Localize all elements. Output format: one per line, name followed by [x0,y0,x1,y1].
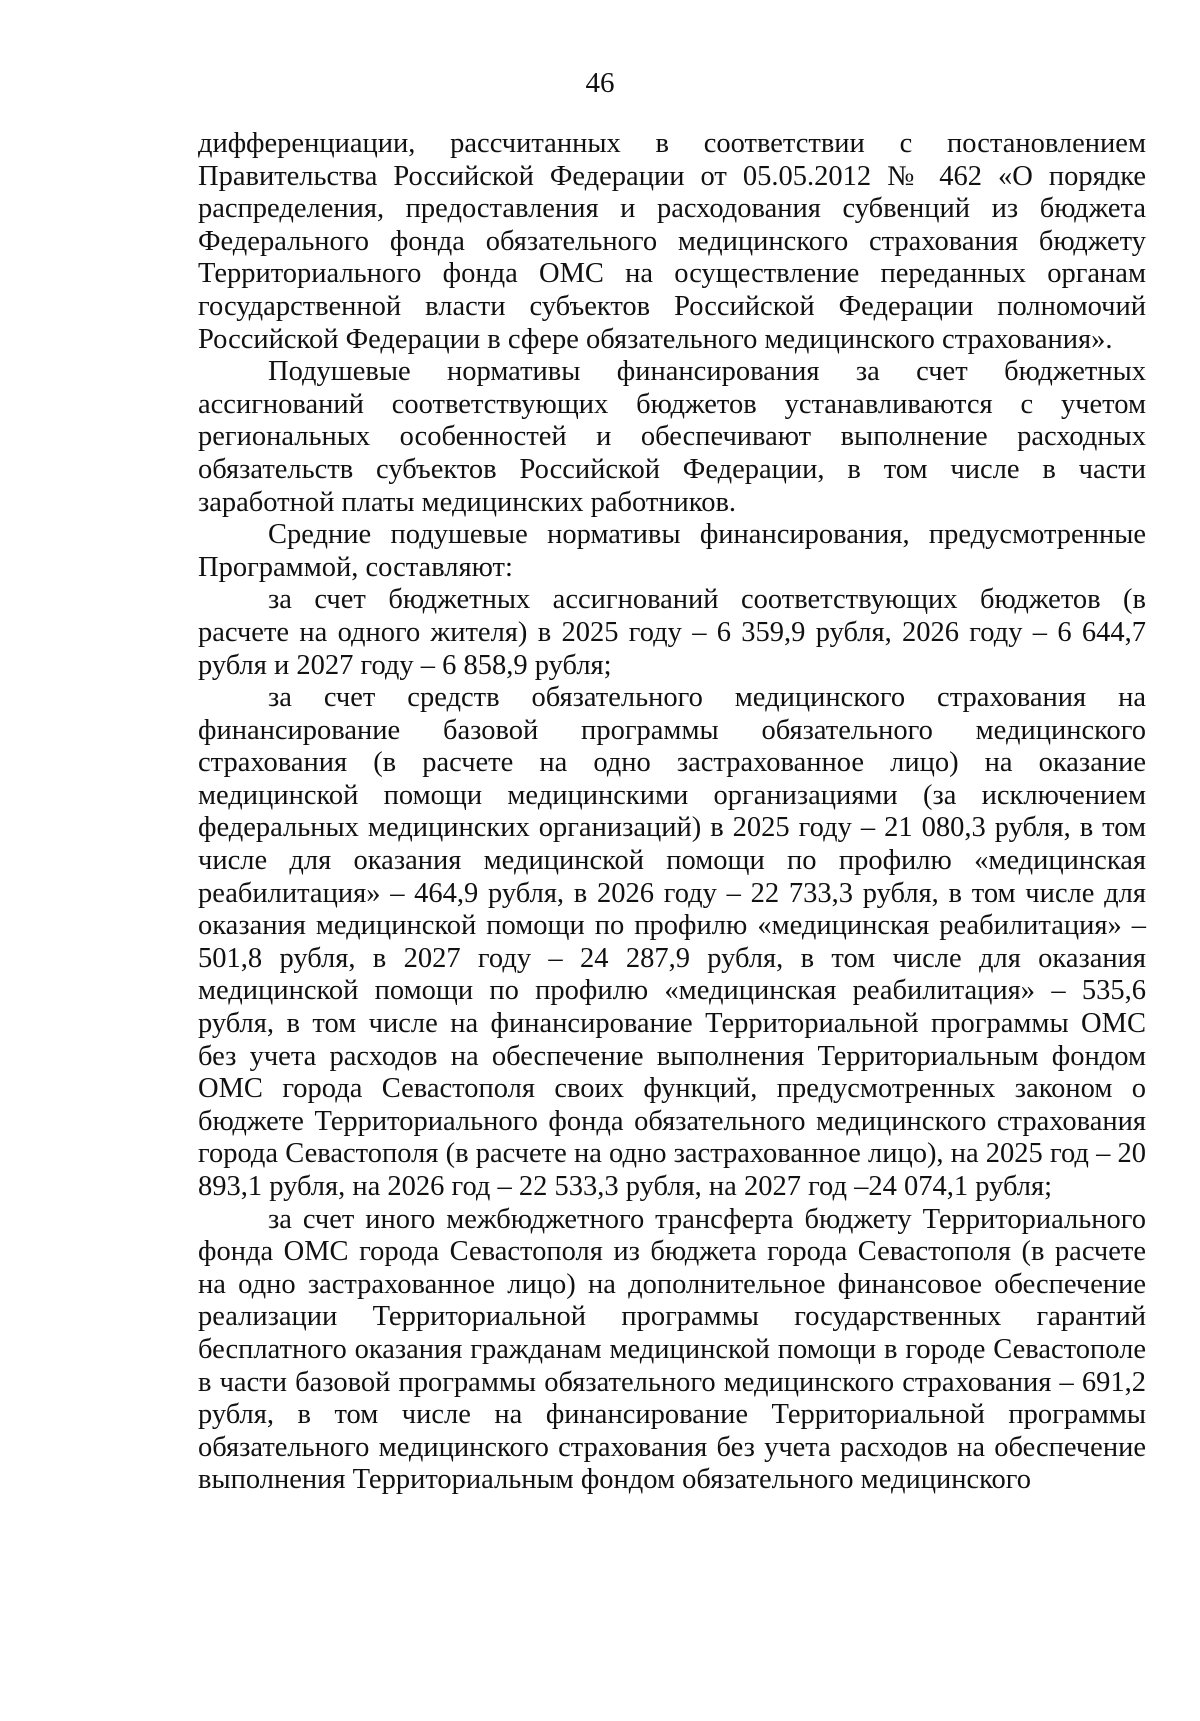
paragraph-oms-funds: за счет средств обязательного медицинского страхования на финансирование базовой программы обязательного медицинского страхования (в расчете на одно застрахованное лицо) на оказание медицинской помощи медицинскими организациями (за исключением федеральных медицинских организаций) в 2025 году – 21 080,3 рубля, в том числе для оказания медицинской помощи по профилю «медицинская реабилитация» – 464,9 рубля, в 2026 году – 22 733,3 рубля, в том числе для оказания медицинской помощи по профилю «медицинская реабилитация» – 501,8 рубля, в 2027 году – 24 287,9 рубля, в том числе для оказания медицинской помощи по профилю «медицинская реабилитация» – 535,6 рубля, в том числе на финансирование Территориальной программы ОМС без учета расходов на обеспечение выполнения Территориальным фондом ОМС города Севастополя своих функций, предусмотренных законом о бюджете Территориального фонда обязательного медицинского страхования города Севастополя (в расчете на одно застрахованное лицо), на 2025 год – 20 893,1 рубля, на 2026 год – 22 533,3 рубля, на 2027 год –24 074,1 рубля; [198,682,1146,1202]
paragraph-average-standards-intro: Средние подушевые нормативы финансирования, предусмотренные Программой, составляют: [198,519,1146,583]
page-number: 46 [585,67,615,99]
paragraph-differentiation-continuation: дифференциации, рассчитанных в соответствии с постановлением Правительства Российской Федерации от 05.05.2012 № 462 «О порядке распределения, предоставления и расходования субвенций из бюджета Федерального фонда обязательного медицинского страхования бюджету Территориального фонда ОМС на осуществление переданных органам государственной власти субъектов Российской Федерации полномочий Российской Федерации в сфере обязательного медицинского страхования». [198,128,1146,355]
document-body [198,128,1146,1497]
paragraph-budget-allocations: за счет бюджетных ассигнований соответствующих бюджетов (в расчете на одного жителя) в 2025 году – 6 359,9 рубля, 2026 году – 6 644,7 рубля и 2027 году – 6 858,9 рубля; [198,584,1146,681]
paragraph-interbudget-transfer: за счет иного межбюджетного трансферта бюджету Территориального фонда ОМС города Севастополя из бюджета города Севастополя (в расчете на одно застрахованное лицо) на дополнительное финансовое обеспечение реализации Территориальной программы государственных гарантий бесплатного оказания гражданам медицинской помощи в городе Севастополе в части базовой программы обязательного медицинского страхования – 691,2 рубля, в том числе на финансирование Территориальной программы обязательного медицинского страхования без учета расходов на обеспечение выполнения Территориальным фондом обязательного медицинского [198,1203,1146,1496]
paragraph-per-capita-standards: Подушевые нормативы финансирования за счет бюджетных ассигнований соответствующих бюджетов устанавливаются с учетом региональных особенностей и обеспечивают выполнение расходных обязательств субъектов Российской Федерации, в том числе в части заработной платы медицинских работников. [198,356,1146,518]
